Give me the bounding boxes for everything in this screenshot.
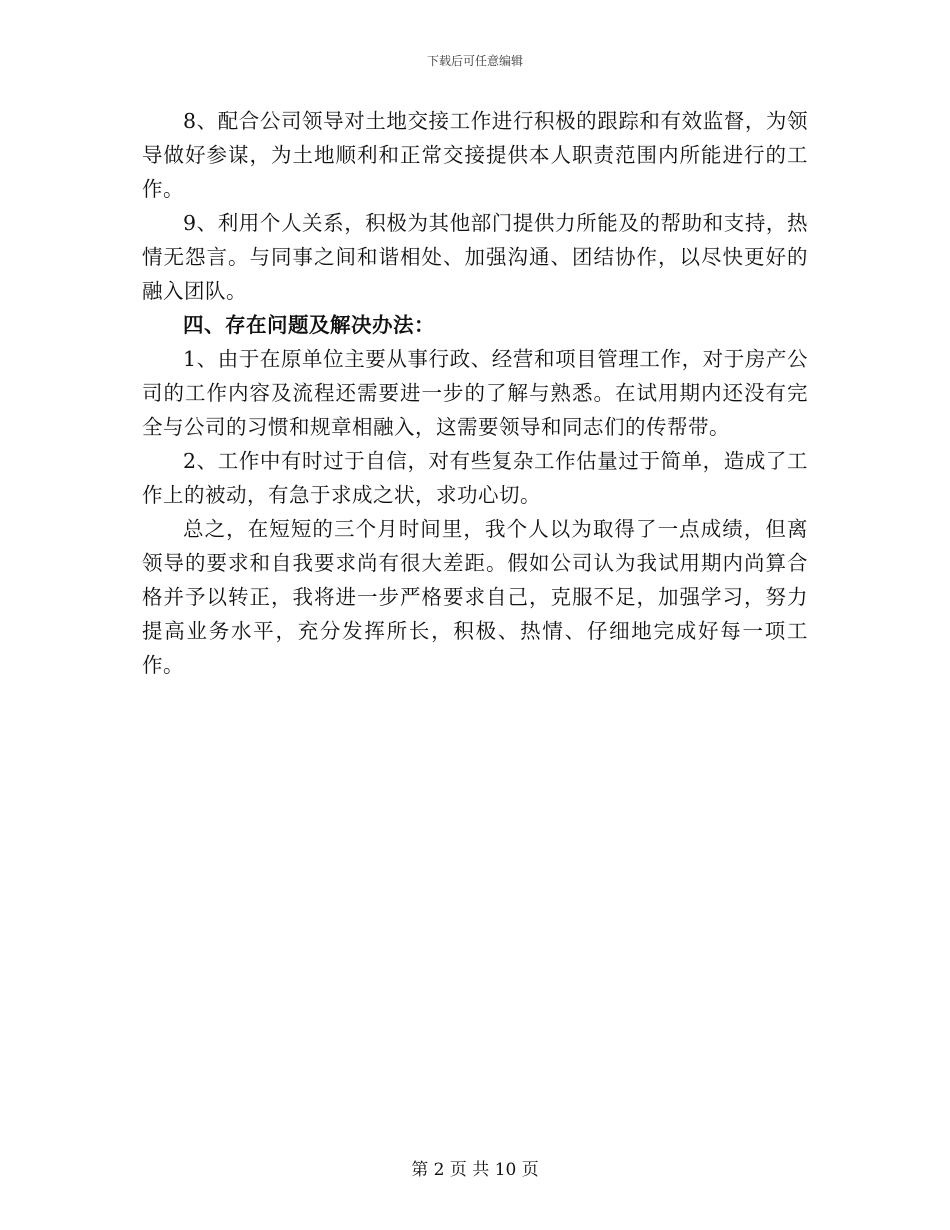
section-heading: 四、存在问题及解决办法： bbox=[183, 313, 435, 337]
page-header: 下载后可任意编辑 bbox=[426, 54, 523, 68]
document-body bbox=[142, 104, 808, 682]
paragraph-issue-1: 1、由于在原单位主要从事行政、经营和项目管理工作，对于房产公司的工作内容及流程还需要进一步的了解与熟悉。在试用期内还没有完全与公司的习惯和规章相融入，这需要领导和同志们的传帮带。 bbox=[142, 347, 808, 439]
page-number: 第 2 页 共 10 页 bbox=[411, 1160, 539, 1180]
paragraph-conclusion: 总之，在短短的三个月时间里，我个人以为取得了一点成绩，但离领导的要求和自我要求尚有很大差距。假如公司认为我试用期内尚算合格并予以转正，我将进一步严格要求自己，克服不足，加强学习，努力提高业务水平，充分发挥所长，积极、热情、仔细地完成好每一项工作。 bbox=[142, 517, 808, 677]
paragraph-item-9: 9、利用个人关系，积极为其他部门提供力所能及的帮助和支持，热情无怨言。与同事之间和谐相处、加强沟通、团结协作，以尽快更好的融入团队。 bbox=[142, 211, 808, 303]
paragraph-item-8: 8、配合公司领导对土地交接工作进行积极的跟踪和有效监督，为领导做好参谋，为土地顺利和正常交接提供本人职责范围内所能进行的工作。 bbox=[142, 109, 808, 201]
paragraph-issue-2: 2、工作中有时过于自信，对有些复杂工作估量过于简单，造成了工作上的被动，有急于求成之状，求功心切。 bbox=[142, 449, 808, 507]
